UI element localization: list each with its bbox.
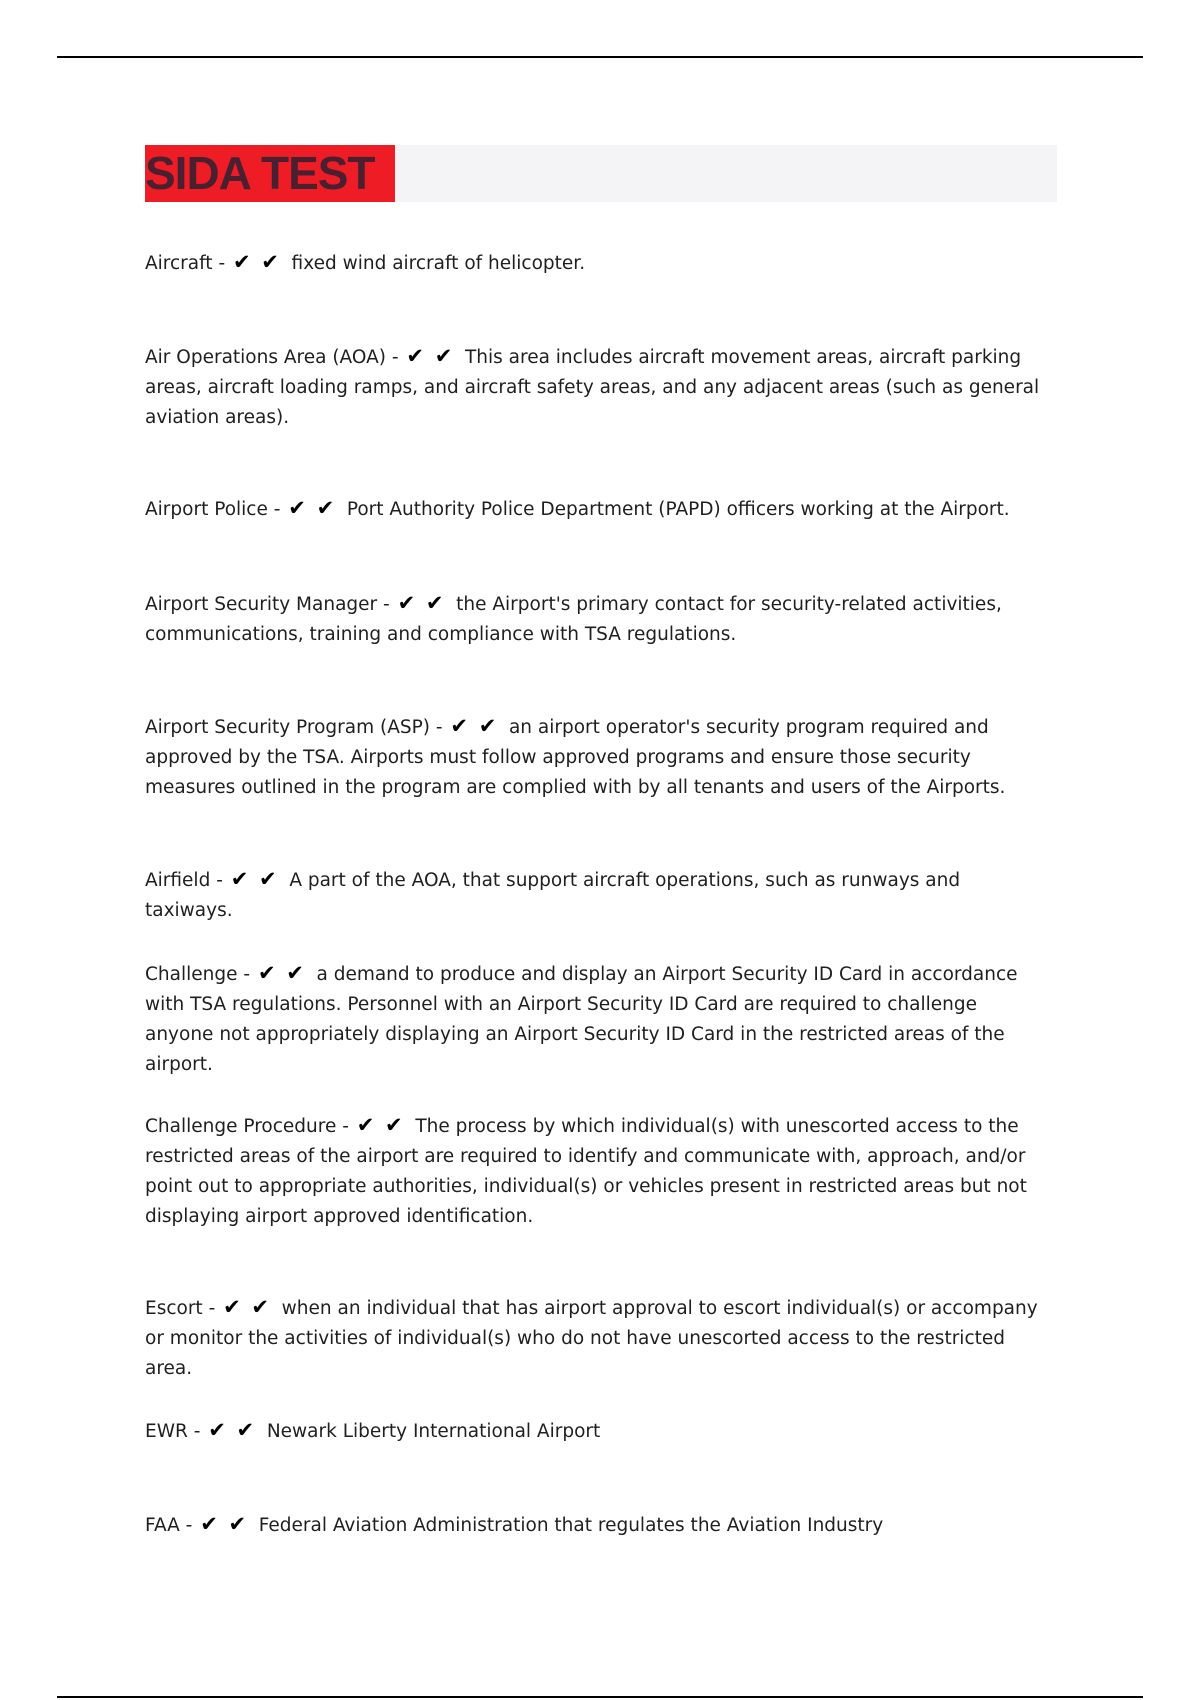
entry-term: FAA xyxy=(145,1515,180,1536)
double-check-icon: ✔ ✔ xyxy=(356,1113,414,1137)
glossary-entry xyxy=(145,864,1045,926)
entry-definition: fixed wind aircraft of helicopter. xyxy=(291,253,586,274)
glossary-entry xyxy=(145,247,1045,279)
entry-definition: an airport operator's security program required and approved by the TSA. Airports must follow approved programs and ensure those security measures outlined in the program are complied with by all tenants and users of the Airports. xyxy=(145,717,1006,798)
glossary-entry xyxy=(145,1292,1045,1384)
entry-separator: - xyxy=(187,1421,207,1442)
entry-separator: - xyxy=(377,594,396,615)
entry-separator: - xyxy=(429,717,449,738)
entry-separator: - xyxy=(202,1298,222,1319)
entry-definition: when an individual that has airport approval to escort individual(s) or accompany or monitor the activities of individual(s) who do not have unescorted access to the restricted area. xyxy=(145,1298,1038,1379)
entry-separator: - xyxy=(237,964,256,985)
double-check-icon: ✔ ✔ xyxy=(257,961,315,985)
double-check-icon: ✔ ✔ xyxy=(233,250,290,274)
entry-term: Challenge Procedure xyxy=(145,1116,337,1137)
title-highlight xyxy=(145,145,395,202)
entry-definition: Newark Liberty International Airport xyxy=(266,1421,601,1442)
page-title: SIDA TEST xyxy=(145,147,375,199)
entry-separator: - xyxy=(267,499,287,520)
glossary-entry xyxy=(145,711,1045,803)
double-check-icon: ✔ ✔ xyxy=(450,714,507,738)
bottom-rule xyxy=(57,1696,1143,1698)
entry-term: Airport Security Program (ASP) xyxy=(145,717,430,738)
entry-definition: Port Authority Police Department (PAPD) officers working at the Airport. xyxy=(346,499,1010,520)
entry-definition: The process by which individual(s) with unescorted access to the restricted areas of the airport are required to identify and communicate with, approach, and/or point out to appropriate authorities, individual(s) or vehicles present in restricted areas but not displaying airport approved identification. xyxy=(145,1116,1027,1227)
entry-separator: - xyxy=(385,347,405,368)
double-check-icon: ✔ ✔ xyxy=(397,591,455,615)
top-rule xyxy=(57,56,1143,58)
entry-term: Escort xyxy=(145,1298,203,1319)
entry-definition: This area includes aircraft movement areas, aircraft parking areas, aircraft loading ramps, and aircraft safety areas, and any adjacent areas (such as general aviation areas). xyxy=(145,347,1040,428)
entry-separator: - xyxy=(336,1116,355,1137)
double-check-icon: ✔ ✔ xyxy=(200,1512,257,1536)
entry-separator: - xyxy=(179,1515,199,1536)
glossary-entry xyxy=(145,493,1045,525)
glossary-entry xyxy=(145,588,1045,650)
glossary-entry xyxy=(145,341,1045,433)
entry-separator: - xyxy=(212,253,231,274)
entry-term: Airport Police xyxy=(145,499,268,520)
glossary-entry xyxy=(145,1415,1045,1447)
title-band xyxy=(145,145,1057,202)
double-check-icon: ✔ ✔ xyxy=(406,344,463,368)
entry-definition: Federal Aviation Administration that regulates the Aviation Industry xyxy=(258,1515,884,1536)
entry-term: Air Operations Area (AOA) xyxy=(145,347,386,368)
glossary-entry xyxy=(145,1110,1045,1232)
double-check-icon: ✔ ✔ xyxy=(288,496,345,520)
double-check-icon: ✔ ✔ xyxy=(208,1418,265,1442)
entry-definition: A part of the AOA, that support aircraft operations, such as runways and taxiways. xyxy=(145,870,961,921)
entry-term: Airport Security Manager xyxy=(145,594,378,615)
double-check-icon: ✔ ✔ xyxy=(223,1295,280,1319)
entry-definition: the Airport's primary contact for security-related activities, communications, training and compliance with TSA regulations. xyxy=(145,594,1002,645)
entry-term: Challenge xyxy=(145,964,238,985)
entry-term: Airfield xyxy=(145,870,211,891)
entry-term: Aircraft xyxy=(145,253,213,274)
entry-definition: a demand to produce and display an Airport Security ID Card in accordance with TSA regulations. Personnel with an Airport Security ID Card are required to challenge anyone not appropriately displaying an Airport Security ID Card in the restricted areas of the airport. xyxy=(145,964,1018,1075)
entry-term: EWR xyxy=(145,1421,188,1442)
entry-separator: - xyxy=(210,870,229,891)
glossary-entry xyxy=(145,958,1045,1080)
double-check-icon: ✔ ✔ xyxy=(230,867,288,891)
glossary-entry xyxy=(145,1509,1045,1541)
